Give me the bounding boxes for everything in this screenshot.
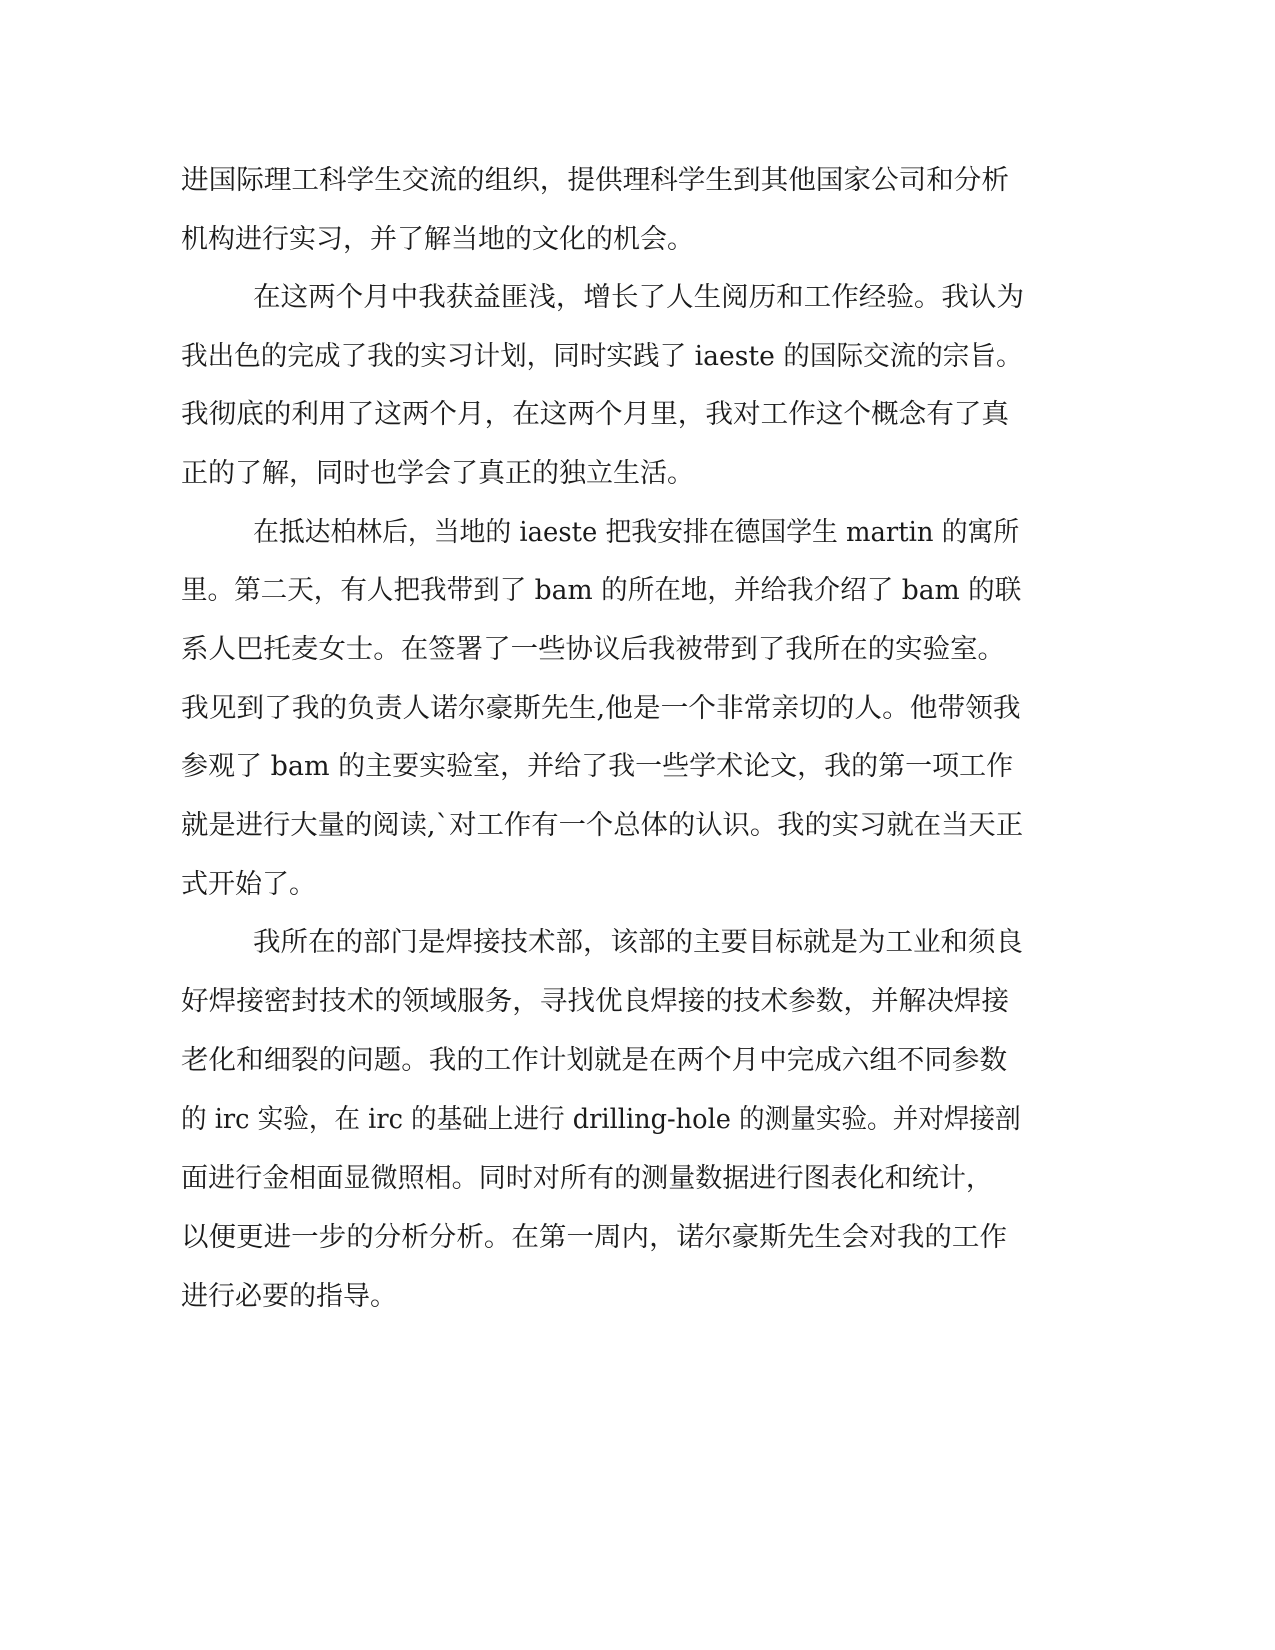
text-line: 在抵达柏林后，当地的 iaeste 把我安排在德国学生 martin 的寓所	[253, 517, 1020, 548]
text-line: 里。第二天，有人把我带到了 bam 的所在地，并给我介绍了 bam 的联	[181, 575, 1022, 606]
text-line: 老化和细裂的问题。我的工作计划就是在两个月中完成六组不同参数	[181, 1045, 1007, 1076]
text-line: 我见到了我的负责人诺尔豪斯先生,他是一个非常亲切的人。他带领我	[181, 693, 1021, 724]
text-line: 进行必要的指导。	[181, 1281, 397, 1312]
text-line: 式开始了。	[181, 869, 316, 900]
text-line: 的 irc 实验，在 irc 的基础上进行 drilling-hole 的测量实验。并对焊接剖	[181, 1104, 1021, 1135]
text-line: 机构进行实习，并了解当地的文化的机会。	[181, 224, 694, 255]
text-line: 系人巴托麦女士。在签署了一些协议后我被带到了我所在的实验室。	[181, 634, 1005, 665]
text-line: 面进行金相面显微照相。同时对所有的测量数据进行图表化和统计，	[181, 1163, 994, 1194]
text-line: 我彻底的利用了这两个月，在这两个月里，我对工作这个概念有了真	[181, 399, 1010, 430]
text-line: 进国际理工科学生交流的组织，提供理科学生到其他国家公司和分析	[181, 165, 1010, 196]
text-line: 就是进行大量的阅读,`对工作有一个总体的认识。我的实习就在当天正	[181, 810, 1024, 841]
text-line: 参观了 bam 的主要实验室，并给了我一些学术论文，我的第一项工作	[181, 751, 1014, 782]
text-line: 好焊接密封技术的领域服务，寻找优良焊接的技术参数，并解决焊接	[181, 986, 1010, 1017]
text-line: 我出色的完成了我的实习计划，同时实践了 iaeste 的国际交流的宗旨。	[181, 341, 1023, 372]
text-line: 我所在的部门是焊接技术部，该部的主要目标就是为工业和须良	[253, 927, 1024, 958]
text-line: 在这两个月中我获益匪浅，增长了人生阅历和工作经验。我认为	[253, 282, 1024, 313]
text-line: 以便更进一步的分析分析。在第一周内，诺尔豪斯先生会对我的工作	[181, 1222, 1007, 1253]
text-line: 正的了解，同时也学会了真正的独立生活。	[181, 458, 694, 489]
